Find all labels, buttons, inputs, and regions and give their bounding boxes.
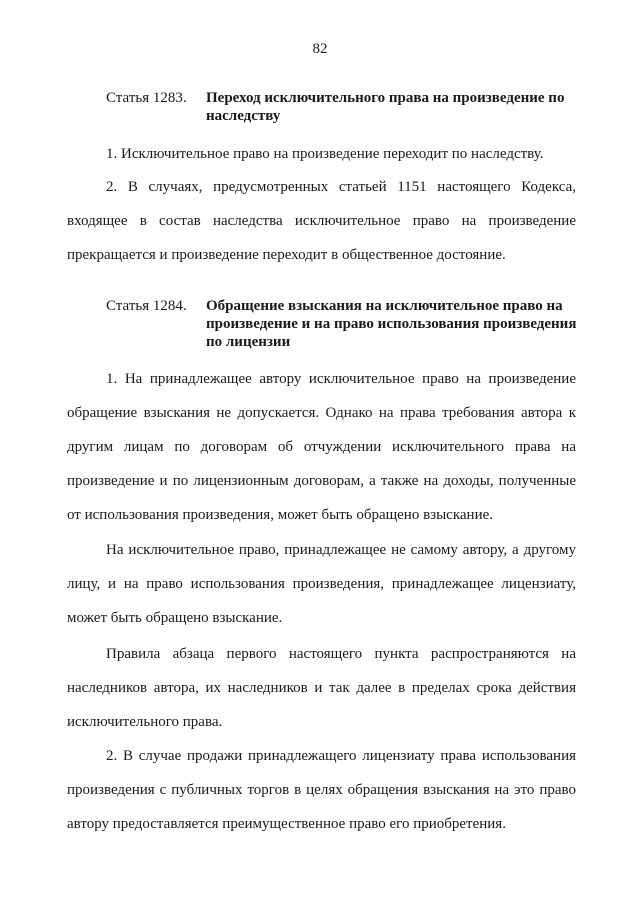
paragraph: 2. В случаях, предусмотренных статьей 1151 настоящего Кодекса, входящее в состав наследства исключительное право на произведение прекращается и произведение переходит в общественное достояние. bbox=[67, 179, 576, 263]
paragraph: Правила абзаца первого настоящего пункта распространяются на наследников автора, их наследников и так далее в пределах срока действия исключительного права. bbox=[67, 646, 576, 730]
article-1284-heading bbox=[106, 297, 586, 351]
paragraph: 2. В случае продажи принадлежащего лицензиату права использования произведения с публичных торгов в целях обращения взыскания на это право автору предоставляется преимущественное право его приобретения. bbox=[67, 748, 576, 832]
page-number: 82 bbox=[312, 41, 328, 57]
article-title: Обращение взыскания на исключительное право на произведение и на право использования произведения по лицензии bbox=[206, 298, 577, 350]
article-1283-heading bbox=[106, 89, 586, 125]
paragraph: 1. Исключительное право на произведение переходит по наследству. bbox=[106, 146, 544, 162]
article-title: Переход исключительного права на произведение по наследству bbox=[206, 90, 565, 124]
paragraph: 1. На принадлежащее автору исключительное право на произведение обращение взыскания не допускается. Однако на права требования автора к другим лицам по договорам об отчуждении исключительного права на произведение и по лицензионным договорам, а также на доходы, полученные от использования произведения, может быть обращено взыскание. bbox=[67, 371, 576, 523]
article-label: Статья 1284. bbox=[106, 298, 187, 314]
article-label: Статья 1283. bbox=[106, 90, 187, 106]
paragraph: На исключительное право, принадлежащее не самому автору, а другому лицу, и на право использования произведения, принадлежащее лицензиату, может быть обращено взыскание. bbox=[67, 542, 576, 626]
